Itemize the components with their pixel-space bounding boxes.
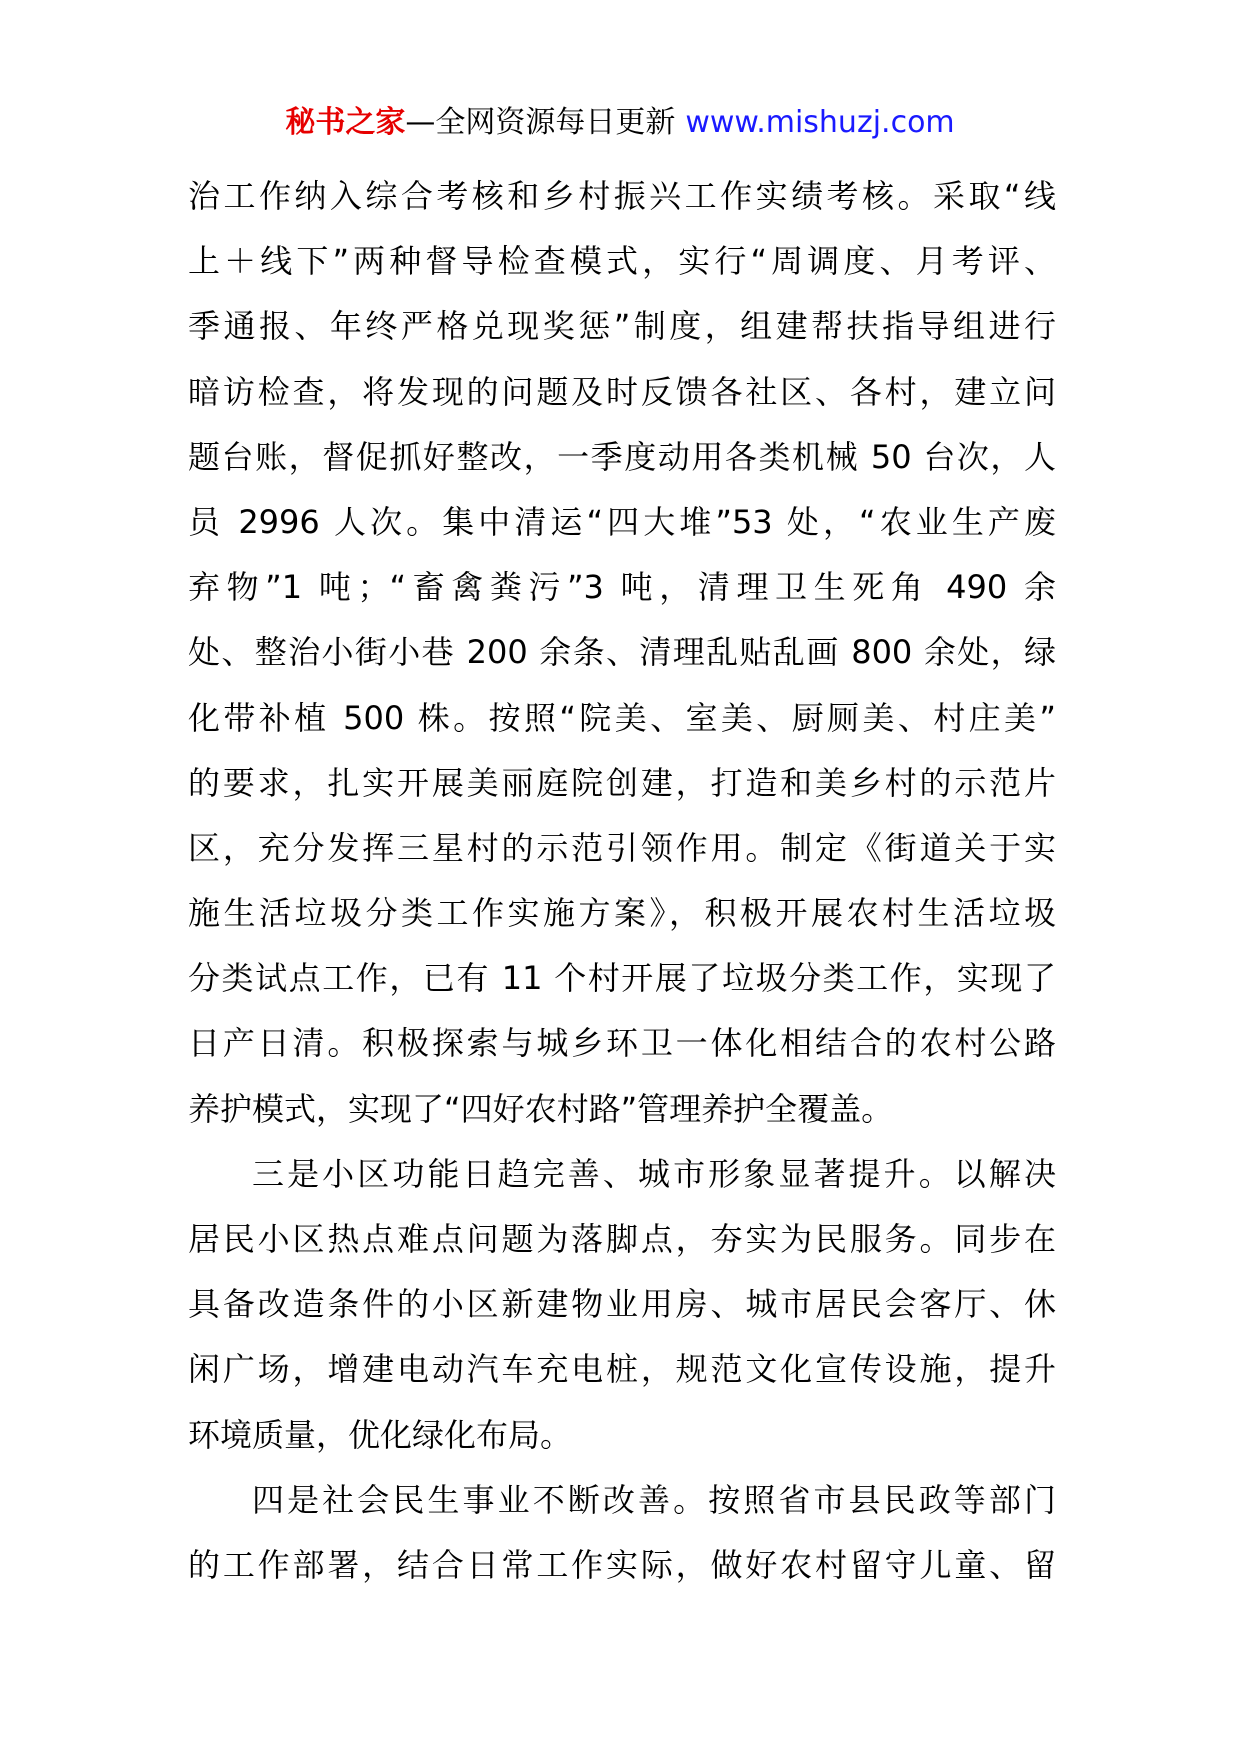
text-line: 的工作部署，结合日常工作实际，做好农村留守儿童、留 [188,1545,1056,1584]
text-line: 季通报、年终严格兑现奖惩”制度，组建帮扶指导组进行 [188,307,1056,346]
text-line: 暗访检查，将发现的问题及时反馈各社区、各村，建立问 [188,372,1056,411]
text-line: 日产日清。积极探索与城乡环卫一体化相结合的农村公路 [188,1024,1056,1063]
text-line: 处、整治小街小巷 200 余条、清理乱贴乱画 800 余处，绿 [188,633,1056,672]
text-line: 分类试点工作，已有 11 个村开展了垃圾分类工作，实现了 [188,959,1056,998]
text-line: 题台账，督促抓好整改，一季度动用各类机械 50 台次，人 [188,437,1056,476]
site-header [0,100,1240,146]
text-line: 的要求，扎实开展美丽庭院创建，打造和美乡村的示范片 [188,763,1056,802]
site-brand: 秘书之家 [285,105,406,140]
text-line: 施生活垃圾分类工作实施方案》，积极开展农村生活垃圾 [188,894,1056,933]
text-line: 治工作纳入综合考核和乡村振兴工作实绩考核。采取“线 [188,177,1056,215]
paragraph-first-line: 四是社会民生事业不断改善。按照省市县民政等部门 [252,1480,1056,1519]
site-tagline: —全网资源每日更新 [405,105,676,140]
document-body [188,164,1056,1598]
text-line: 员 2996 人次。集中清运“四大堆”53 处，“农业生产废 [188,502,1056,541]
paragraph-last-line: 养护模式，实现了“四好农村路”管理养护全覆盖。 [188,1089,894,1128]
text-line: 区，充分发挥三星村的示范引领作用。制定《街道关于实 [188,828,1056,867]
text-line: 化带补植 500 株。按照“院美、室美、厨厕美、村庄美” [188,698,1056,737]
site-url-link[interactable]: www.mishuzj.com [685,105,955,140]
text-line: 具备改造条件的小区新建物业用房、城市居民会客厅、休 [188,1285,1056,1324]
paragraph-first-line: 三是小区功能日趋完善、城市形象显著提升。以解决 [252,1154,1056,1193]
text-line: 上＋线下”两种督导检查模式，实行“周调度、月考评、 [188,242,1056,281]
text-line: 闲广场，增建电动汽车充电桩，规范文化宣传设施，提升 [188,1350,1056,1389]
text-line: 弃物”1 吨；“畜禽粪污”3 吨，清理卫生死角 490 余 [188,568,1056,607]
text-line: 居民小区热点难点问题为落脚点，夯实为民服务。同步在 [188,1220,1056,1258]
paragraph-last-line: 环境质量，优化绿化布局。 [188,1415,573,1454]
